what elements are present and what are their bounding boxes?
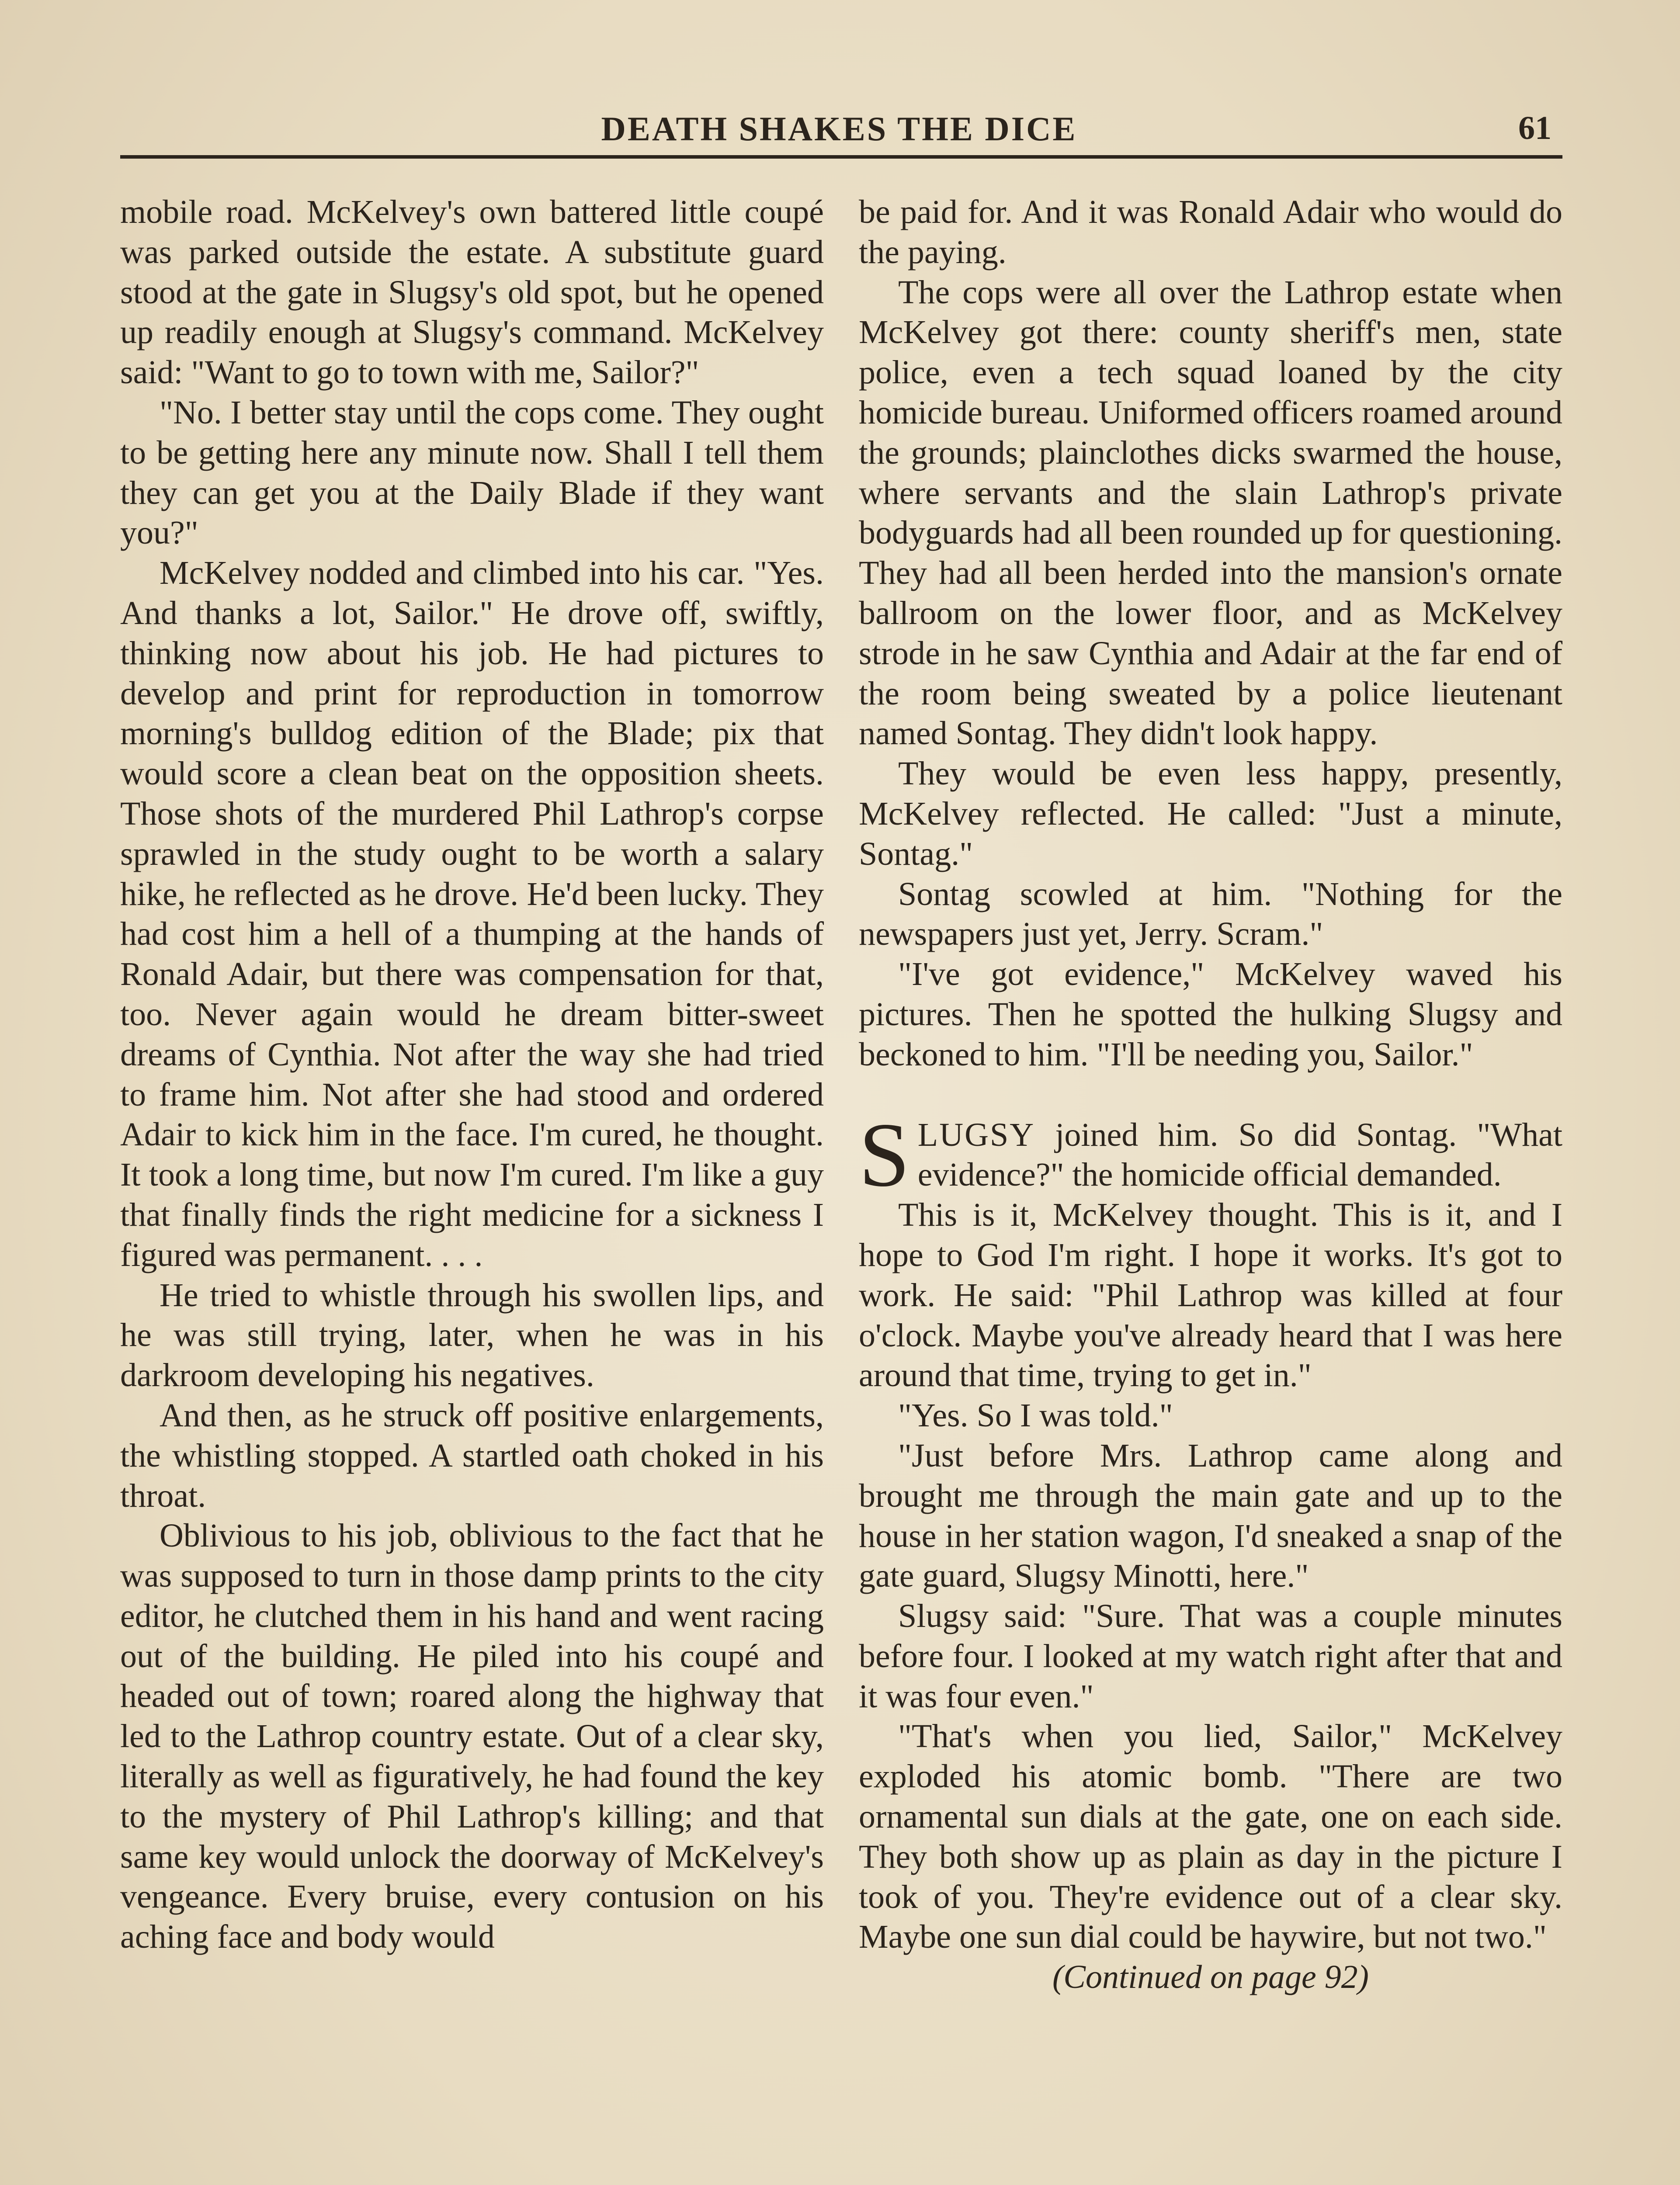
paragraph: Sontag scowled at him. "Nothing for the newspapers just yet, Jerry. Scram." [859, 875, 1562, 953]
drop-cap: S [859, 1104, 910, 1206]
paragraph: "I've got evidence," McKelvey waved his pictures. Then he spotted the hulking Slugsy and beckoned to him. "I'll be needing you, Sailor." [859, 956, 1562, 1073]
paragraph: "That's when you lied, Sailor," McKelvey exploded his atomic bomb. "There are two ornamental sun dials at the gate, one on each side. They both show up as plain as day in the picture I took of you. They're evidence out of a clear sky. Maybe one sun dial could be haywire, but not two." [859, 1718, 1562, 1956]
paragraph: And then, as he struck off positive enlargements, the whistling stopped. A startled oath choked in his throat. [120, 1397, 824, 1514]
paragraph: McKelvey nodded and climbed into his car. "Yes. And thanks a lot, Sailor." He drove off, swiftly, thinking now about his job. He had pictures to develop and print for reproduction in tomorrow morning's bulldog edition of the Blade; pix that would score a clean beat on the opposition sheets. Those shots of the murdered Phil Lathrop's corpse sprawled in the study ought to be worth a salary hike, he reflected as he drove. He'd been lucky. They had cost him a hell of a thumping at the hands of Ronald Adair, but there was compensation for that, too. Never again would he dream bitter-sweet dreams of Cynthia. Not after the way she had tried to frame him. Not after she had stood and ordered Adair to kick him in the face. I'm cured, he thought. It took a long time, but now I'm cured. I'm like a guy that finally finds the right medicine for a sickness I figured was permanent. . . . [120, 555, 824, 1273]
page-number: 61 [1518, 110, 1552, 146]
drop-cap-rest: LUGSY [917, 1116, 1035, 1153]
paragraph: be paid for. And it was Ronald Adair who would do the paying. [859, 194, 1562, 271]
paragraph: "Yes. So I was told." [898, 1397, 1173, 1434]
paragraph: "Just before Mrs. Lathrop came along and brought me through the main gate and up to the house in her station wagon, I'd sneaked a snap of the gate guard, Slugsy Minotti, here." [859, 1437, 1562, 1595]
paragraph: This is it, McKelvey thought. This is it, and I hope to God I'm right. I hope it works. It's got to work. He said: "Phil Lathrop was killed at four o'clock. Maybe you've already heard that I was here around that time, trying to get in." [859, 1197, 1562, 1394]
paragraph: "No. I better stay until the cops come. They ought to be getting here any minute now. Shall I tell them they can get you at the Daily Blade if they want you?" [120, 394, 824, 551]
paragraph: mobile road. McKelvey's own battered little coupé was parked outside the estate. A substitute guard stood at the gate in Slugsy's old spot, but he opened up readily enough at Slugsy's command. McKelvey said: "Want to go to town with me, Sailor?" [120, 194, 824, 391]
section-break [859, 1075, 1562, 1115]
paragraph: Oblivious to his job, oblivious to the fact that he was supposed to turn in those damp prints to the city editor, he clutched them in his hand and went racing out of the building. He piled into his coupé and headed out of town; roared along the highway that led to the Lathrop country estate. Out of a clear sky, literally as well as figuratively, he had found the key to the mystery of Phil Lathrop's killing; and that same key would unlock the doorway of McKelvey's vengeance. Every bruise, every contusion on his aching face and body would [120, 1517, 824, 1956]
left-column [120, 192, 824, 1957]
drop-cap-paragraph [859, 1104, 1562, 1206]
header-rule [120, 155, 1562, 159]
drop-paragraph-text: joined him. So did Sontag. "What evidence?" the homicide official demanded. [917, 1116, 1562, 1193]
paragraph: They would be even less happy, presently, McKelvey reflected. He called: "Just a minute, Sontag." [859, 755, 1562, 872]
right-column [859, 192, 1562, 1998]
paragraph: Slugsy said: "Sure. That was a couple minutes before four. I looked at my watch right after that and it was four even." [859, 1598, 1562, 1715]
paragraph: The cops were all over the Lathrop estate when McKelvey got there: county sheriff's men, state police, even a tech squad loaned by the city homicide bureau. Uniformed officers roamed around the grounds; plainclothes dicks swarmed the house, where servants and the slain Lathrop's private bodyguards had all been rounded up for questioning. They had all been herded into the mansion's ornate ballroom on the lower floor, and as McKelvey strode in he saw Cynthia and Adair at the far end of the room being sweated by a police lieutenant named Sontag. They didn't look happy. [859, 274, 1562, 752]
running-head: DEATH SHAKES THE DICE [601, 110, 1077, 148]
page-header [118, 101, 1560, 153]
paragraph: He tried to whistle through his swollen lips, and he was still trying, later, when he was in his darkroom developing his negatives. [120, 1276, 824, 1394]
continued-note: (Continued on page 92) [1052, 1959, 1369, 1996]
